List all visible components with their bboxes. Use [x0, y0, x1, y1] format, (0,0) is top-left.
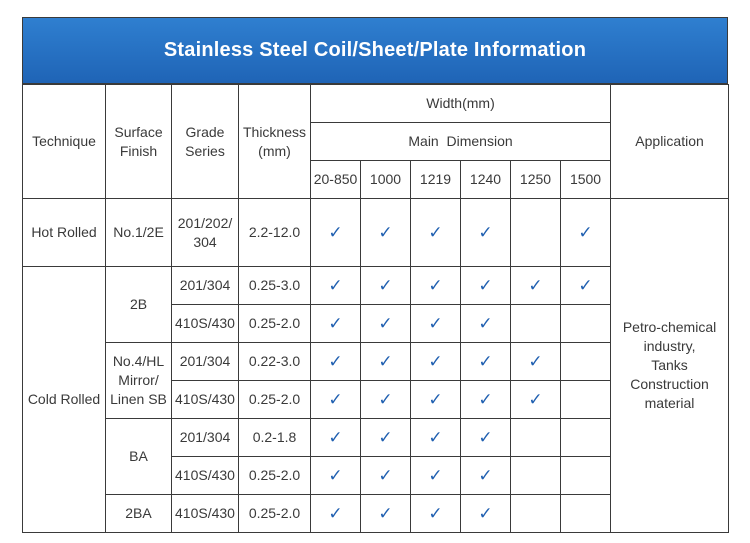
width-cell: [311, 495, 361, 533]
width-cell: [311, 305, 361, 343]
grade-cell: 410S/430: [172, 305, 239, 343]
width-cell: [461, 305, 511, 343]
width-cell: [361, 457, 411, 495]
check-mark-icon: ✓: [428, 427, 443, 447]
width-header: 1219: [411, 161, 461, 199]
check-mark-icon: ✓: [328, 313, 343, 333]
check-mark-icon: ✓: [428, 313, 443, 333]
check-mark-icon: ✓: [428, 222, 443, 242]
width-cell: [461, 343, 511, 381]
width-cell: [411, 305, 461, 343]
technique-cell: Cold Rolled: [23, 267, 106, 533]
width-cell: [461, 457, 511, 495]
width-cell: [561, 305, 611, 343]
check-mark-icon: ✓: [478, 503, 493, 523]
surface-finish-cell: No.4/HL Mirror/ Linen SB: [106, 343, 172, 419]
check-mark-icon: ✓: [478, 351, 493, 371]
check-mark-icon: ✓: [378, 351, 393, 371]
width-cell: [511, 343, 561, 381]
header-grade-series: Grade Series: [172, 85, 239, 199]
page-title: Stainless Steel Coil/Sheet/Plate Information: [163, 39, 587, 61]
surface-finish-cell: 2B: [106, 267, 172, 343]
check-mark-icon: ✓: [328, 222, 343, 242]
check-mark-icon: ✓: [478, 465, 493, 485]
width-cell: [311, 199, 361, 267]
check-mark-icon: ✓: [478, 427, 493, 447]
thickness-cell: 2.2-12.0: [239, 199, 311, 267]
width-cell: [461, 495, 511, 533]
width-cell: [461, 199, 511, 267]
check-mark-icon: ✓: [378, 427, 393, 447]
thickness-cell: 0.25-2.0: [239, 305, 311, 343]
width-cell: [311, 267, 361, 305]
application-cell: Petro-chemical industry, Tanks Construction material: [611, 199, 729, 533]
width-header: 1240: [461, 161, 511, 199]
header-technique: Technique: [23, 85, 106, 199]
thickness-cell: 0.22-3.0: [239, 343, 311, 381]
grade-cell: 410S/430: [172, 457, 239, 495]
check-mark-icon: ✓: [328, 465, 343, 485]
grade-cell: 410S/430: [172, 381, 239, 419]
check-mark-icon: ✓: [478, 313, 493, 333]
check-mark-icon: ✓: [528, 275, 543, 295]
width-cell: [311, 419, 361, 457]
check-mark-icon: ✓: [328, 351, 343, 371]
width-cell: [461, 419, 511, 457]
width-cell: [311, 343, 361, 381]
check-mark-icon: ✓: [378, 313, 393, 333]
thickness-cell: 0.25-2.0: [239, 495, 311, 533]
grade-cell: 201/304: [172, 267, 239, 305]
check-mark-icon: ✓: [328, 275, 343, 295]
width-cell: [361, 495, 411, 533]
width-cell: [511, 305, 561, 343]
technique-cell: Hot Rolled: [23, 199, 106, 267]
width-cell: [411, 457, 461, 495]
check-mark-icon: ✓: [428, 465, 443, 485]
width-cell: [361, 267, 411, 305]
width-cell: [561, 419, 611, 457]
grade-cell: 201/304: [172, 343, 239, 381]
width-cell: [411, 267, 461, 305]
check-mark-icon: ✓: [378, 503, 393, 523]
width-cell: [561, 343, 611, 381]
width-cell: [461, 381, 511, 419]
check-mark-icon: ✓: [428, 389, 443, 409]
check-mark-icon: ✓: [328, 503, 343, 523]
header-thickness: Thickness (mm): [239, 85, 311, 199]
width-cell: [361, 381, 411, 419]
width-header: 1500: [561, 161, 611, 199]
width-cell: [311, 457, 361, 495]
spec-table: [22, 84, 729, 533]
width-header: 20-850: [311, 161, 361, 199]
check-mark-icon: ✓: [378, 222, 393, 242]
grade-cell: 201/202/ 304: [172, 199, 239, 267]
width-cell: [511, 199, 561, 267]
width-cell: [511, 457, 561, 495]
check-mark-icon: ✓: [478, 222, 493, 242]
surface-finish-cell: No.1/2E: [106, 199, 172, 267]
check-mark-icon: ✓: [528, 351, 543, 371]
width-cell: [361, 305, 411, 343]
width-cell: [411, 381, 461, 419]
check-mark-icon: ✓: [378, 275, 393, 295]
width-cell: [361, 199, 411, 267]
width-cell: [411, 343, 461, 381]
thickness-cell: 0.25-2.0: [239, 457, 311, 495]
check-mark-icon: ✓: [428, 351, 443, 371]
width-cell: [361, 343, 411, 381]
check-mark-icon: ✓: [528, 389, 543, 409]
width-cell: [411, 199, 461, 267]
check-mark-icon: ✓: [328, 389, 343, 409]
width-cell: [511, 419, 561, 457]
width-cell: [311, 381, 361, 419]
thickness-cell: 0.25-2.0: [239, 381, 311, 419]
check-mark-icon: ✓: [428, 275, 443, 295]
width-cell: [561, 495, 611, 533]
width-cell: [561, 457, 611, 495]
width-cell: [411, 495, 461, 533]
header-main-dimension: Main Dimension: [311, 123, 611, 161]
title-banner: [22, 17, 728, 84]
width-cell: [561, 199, 611, 267]
width-cell: [411, 419, 461, 457]
check-mark-icon: ✓: [578, 275, 593, 295]
width-header: 1000: [361, 161, 411, 199]
check-mark-icon: ✓: [428, 503, 443, 523]
width-cell: [511, 267, 561, 305]
check-mark-icon: ✓: [378, 389, 393, 409]
width-cell: [511, 381, 561, 419]
check-mark-icon: ✓: [478, 389, 493, 409]
surface-finish-cell: 2BA: [106, 495, 172, 533]
width-cell: [561, 381, 611, 419]
check-mark-icon: ✓: [328, 427, 343, 447]
width-cell: [461, 267, 511, 305]
width-cell: [561, 267, 611, 305]
thickness-cell: 0.25-3.0: [239, 267, 311, 305]
check-mark-icon: ✓: [378, 465, 393, 485]
surface-finish-cell: BA: [106, 419, 172, 495]
thickness-cell: 0.2-1.8: [239, 419, 311, 457]
header-surface-finish: Surface Finish: [106, 85, 172, 199]
width-cell: [361, 419, 411, 457]
width-cell: [511, 495, 561, 533]
header-width: Width(mm): [311, 85, 611, 123]
grade-cell: 201/304: [172, 419, 239, 457]
grade-cell: 410S/430: [172, 495, 239, 533]
table-row: [23, 199, 729, 267]
width-header: 1250: [511, 161, 561, 199]
check-mark-icon: ✓: [578, 222, 593, 242]
check-mark-icon: ✓: [478, 275, 493, 295]
header-row: [23, 85, 729, 123]
header-application: Application: [611, 85, 729, 199]
